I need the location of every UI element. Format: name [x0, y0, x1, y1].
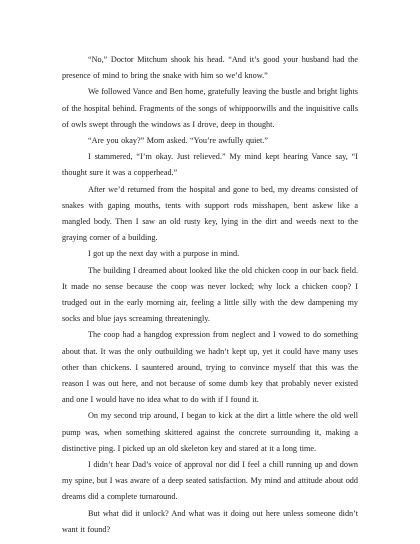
- paragraph: After we’d returned from the hospital and gone to bed, my dreams consisted of snakes with gaping mouths, tents with support rods misshapen, bent askew like a mangled body. Then I saw an old rusty key, lying in the dirt and weeds next to the graying corner of a building.: [62, 184, 358, 243]
- paragraph: The coop had a hangdog expression from neglect and I vowed to do something about that. It was the only outbuilding we hadn’t kept up, yet it could have many uses other than chickens. I sauntered around, trying to convince myself that this was the reason I was out here, and not because of some dumb key that probably never existed and one I would have no idea what to do with if I found it.: [62, 330, 358, 405]
- paragraph: But what did it unlock? And what was it doing out here unless someone didn’t want it found?: [62, 508, 358, 534]
- paragraph: The building I dreamed about looked like the old chicken coop in our back field. It made no sense because the coop was never locked; why lock a chicken coop? I trudged out in the early morning air, feeling a little silly with the dew dampening my socks and blue jays screaming threateningly.: [62, 265, 358, 324]
- paragraph: I stammered, “I’m okay. Just relieved.” My mind kept hearing Vance say, “I thought sure it was a copperhead.”: [62, 152, 358, 178]
- paragraph: I didn’t hear Dad’s voice of approval nor did I feel a chill running up and down my spine, but I was aware of a deep seated satisfaction. My mind and attitude about odd dreams did a complete turnaround.: [62, 460, 358, 502]
- paragraph: We followed Vance and Ben home, gratefully leaving the bustle and bright lights of the hospital behind. Fragments of the songs of whippoorwills and the inquisitive calls of owls swept through the windows as I drove, deep in thought.: [62, 87, 358, 129]
- paragraph: I got up the next day with a purpose in mind.: [88, 249, 240, 259]
- paragraph: “Are you okay?” Mom asked. “You’re awfully quiet.”: [88, 136, 268, 146]
- paragraph: On my second trip around, I began to kick at the dirt a little where the old well pump was, when something skittered against the concrete surrounding it, making a distinctive ping. I picked up an old skeleton key and stared at it a long time.: [62, 411, 358, 453]
- paragraph: “No,” Doctor Mitchum shook his head. “And it’s good your husband had the presence of mind to bring the snake with him so we’d know.”: [62, 55, 358, 81]
